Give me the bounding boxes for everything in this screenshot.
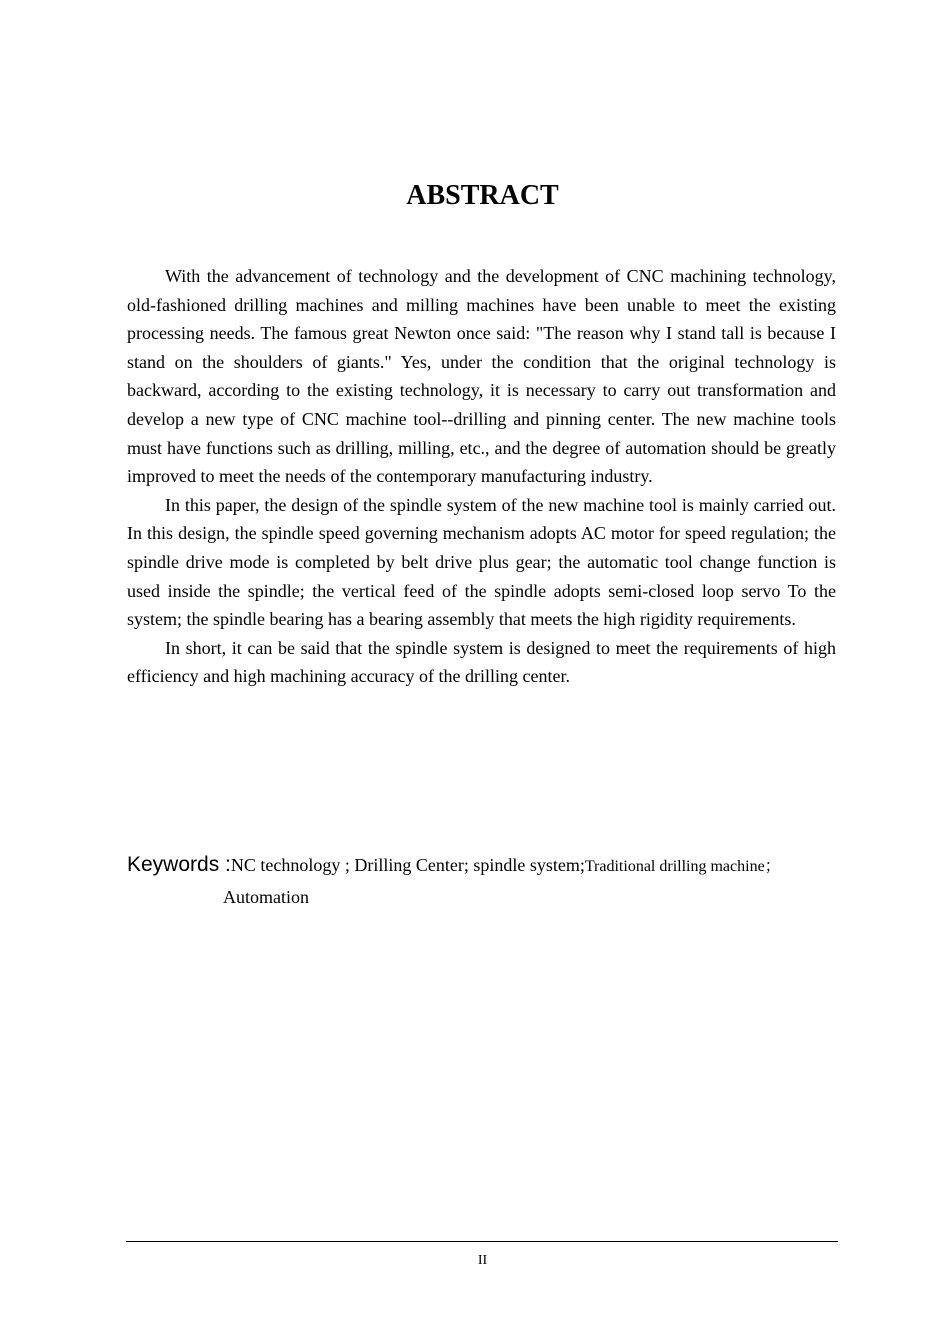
keywords-continuation: Automation bbox=[223, 887, 309, 907]
abstract-paragraph-2: In this paper, the design of the spindle system of the new machine tool is mainly carried out. In this design, the spindle speed governing mechanism adopts AC motor for speed regulation; the spindle drive mode is completed by belt drive plus gear; the automatic tool change function is used inside the spindle; the vertical feed of the spindle adopts semi-closed loop servo To the system; the spindle bearing has a bearing assembly that meets the high rigidity requirements. bbox=[127, 494, 836, 630]
abstract-title: ABSTRACT bbox=[406, 180, 559, 211]
abstract-body bbox=[127, 262, 836, 691]
page-number: II bbox=[477, 1253, 488, 1268]
keywords-small: Traditional drilling machine； bbox=[584, 858, 781, 875]
footer-divider bbox=[126, 1241, 838, 1242]
keywords-label: Keywords : bbox=[127, 853, 231, 876]
keywords-main: NC technology ; Drilling Center; spindle system; bbox=[230, 855, 585, 875]
keywords-block bbox=[127, 850, 836, 912]
abstract-paragraph-1: With the advancement of technology and the development of CNC machining technology, old-fashioned drilling machines and milling machines have been unable to meet the existing processing needs. The famous great Newton once said: "The reason why I stand tall is because I stand on the shoulders of giants." Yes, under the condition that the original technology is backward, according to the existing technology, it is necessary to carry out transformation and develop a new type of CNC machine tool--drilling and pinning center. The new machine tools must have functions such as drilling, milling, etc., and the degree of automation should be greatly improved to meet the needs of the contemporary manufacturing industry. bbox=[127, 266, 836, 487]
abstract-paragraph-3: In short, it can be said that the spindle system is designed to meet the requirements of high efficiency and high machining accuracy of the drilling center. bbox=[127, 637, 836, 687]
